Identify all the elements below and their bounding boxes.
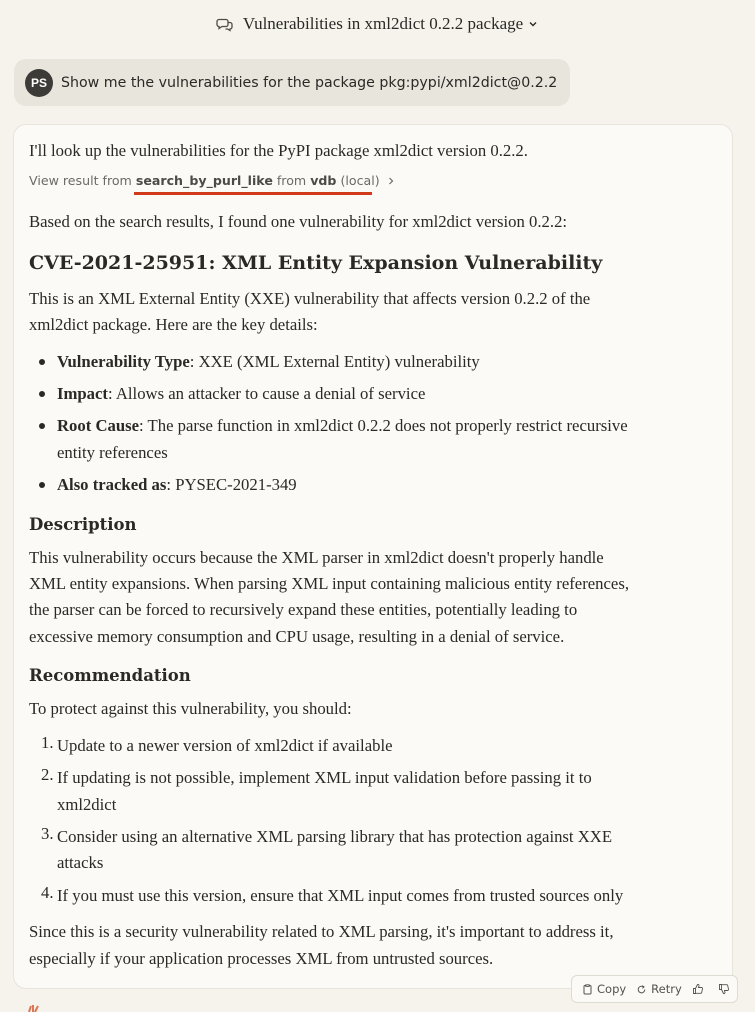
description-heading: Description xyxy=(29,515,137,534)
list-item: Impact: Allows an attacker to cause a denial of service xyxy=(57,384,426,403)
tool-result-link[interactable] xyxy=(29,173,396,188)
tool-link-underline xyxy=(134,192,372,195)
step-text: If updating is not possible, implement XML input validation before passing it to xyxy=(57,768,592,787)
description-line: excessive memory consumption and CPU usage, resulting in a denial of service. xyxy=(29,627,565,646)
tool-location: (local) xyxy=(340,173,380,188)
closing-line: especially if your application processes XML from untrusted sources. xyxy=(29,949,494,968)
step-number: 3. xyxy=(41,824,54,843)
description-line: This vulnerability occurs because the XML parser in xml2dict doesn't properly handle xyxy=(29,548,604,567)
step-text-continuation: attacks xyxy=(57,853,104,872)
conversation-title-bar[interactable] xyxy=(0,0,755,48)
thumbs-down-button[interactable] xyxy=(718,983,734,995)
reply-summary: Based on the search results, I found one vulnerability for xml2dict version 0.2.2: xyxy=(29,212,568,231)
copy-button[interactable] xyxy=(582,982,626,996)
step-text: Update to a newer version of xml2dict if available xyxy=(57,736,393,755)
description-line: XML entity expansions. When parsing XML input containing malicious entity references, xyxy=(29,574,629,593)
retry-label: Retry xyxy=(651,982,682,996)
recommendation-intro: To protect against this vulnerability, you should: xyxy=(29,699,352,718)
step-text: If you must use this version, ensure that XML input comes from trusted sources only xyxy=(57,886,624,905)
recommendation-heading: Recommendation xyxy=(29,666,191,685)
user-message xyxy=(14,59,570,106)
assistant-logo-icon xyxy=(27,1004,43,1012)
thumbs-down-icon xyxy=(718,983,730,995)
step-number: 2. xyxy=(41,765,54,784)
user-message-text: Show me the vulnerabilities for the package pkg:pypi/xml2dict@0.2.2 xyxy=(61,74,558,91)
avatar[interactable]: PS xyxy=(25,69,53,97)
tool-function-name: search_by_purl_like xyxy=(135,173,273,188)
step-text: Consider using an alternative XML parsing library that has protection against XXE xyxy=(57,827,613,846)
chevron-down-icon[interactable] xyxy=(527,18,539,30)
bullet-icon xyxy=(39,359,45,365)
thumbs-up-icon xyxy=(692,983,704,995)
overview-line-2: xml2dict package. Here are the key details: xyxy=(29,315,318,334)
step-number: 1. xyxy=(41,733,54,752)
list-item: Root Cause: The parse function in xml2dict 0.2.2 does not properly restrict recursive xyxy=(57,416,628,435)
thumbs-up-button[interactable] xyxy=(692,983,708,995)
copy-label: Copy xyxy=(597,982,627,996)
retry-icon xyxy=(636,984,647,995)
step-number: 4. xyxy=(41,883,54,902)
message-action-bar xyxy=(571,975,738,1003)
retry-button[interactable] xyxy=(636,982,682,996)
overview-line-1: This is an XML External Entity (XXE) vulnerability that affects version 0.2.2 of the xyxy=(29,289,591,308)
tool-from-word: from xyxy=(276,173,307,188)
bullet-icon xyxy=(39,391,45,397)
bullet-icon xyxy=(39,423,45,429)
list-item: Vulnerability Type: XXE (XML External Entity) vulnerability xyxy=(57,352,480,371)
list-item-continuation: entity references xyxy=(57,443,168,462)
reply-intro: I'll look up the vulnerabilities for the PyPI package xml2dict version 0.2.2. xyxy=(29,141,528,160)
list-item: Also tracked as: PYSEC-2021-349 xyxy=(57,475,297,494)
description-line: the parser can be forced to recursively expand these entities, potentially leading to xyxy=(29,600,578,619)
vulnerability-title: CVE-2021-25951: XML Entity Expansion Vulnerability xyxy=(29,252,603,274)
tool-result-prefix: View result from xyxy=(29,173,132,188)
step-text-continuation: xml2dict xyxy=(57,795,117,814)
chevron-right-icon xyxy=(386,176,396,186)
clipboard-icon xyxy=(582,984,593,995)
assistant-reply xyxy=(13,124,733,989)
tool-server-name: vdb xyxy=(310,173,337,188)
bullet-icon xyxy=(39,482,45,488)
chat-bubbles-icon xyxy=(216,15,234,33)
closing-line: Since this is a security vulnerability related to XML parsing, it's important to address it, xyxy=(29,922,614,941)
conversation-title[interactable]: Vulnerabilities in xml2dict 0.2.2 package xyxy=(242,14,524,33)
